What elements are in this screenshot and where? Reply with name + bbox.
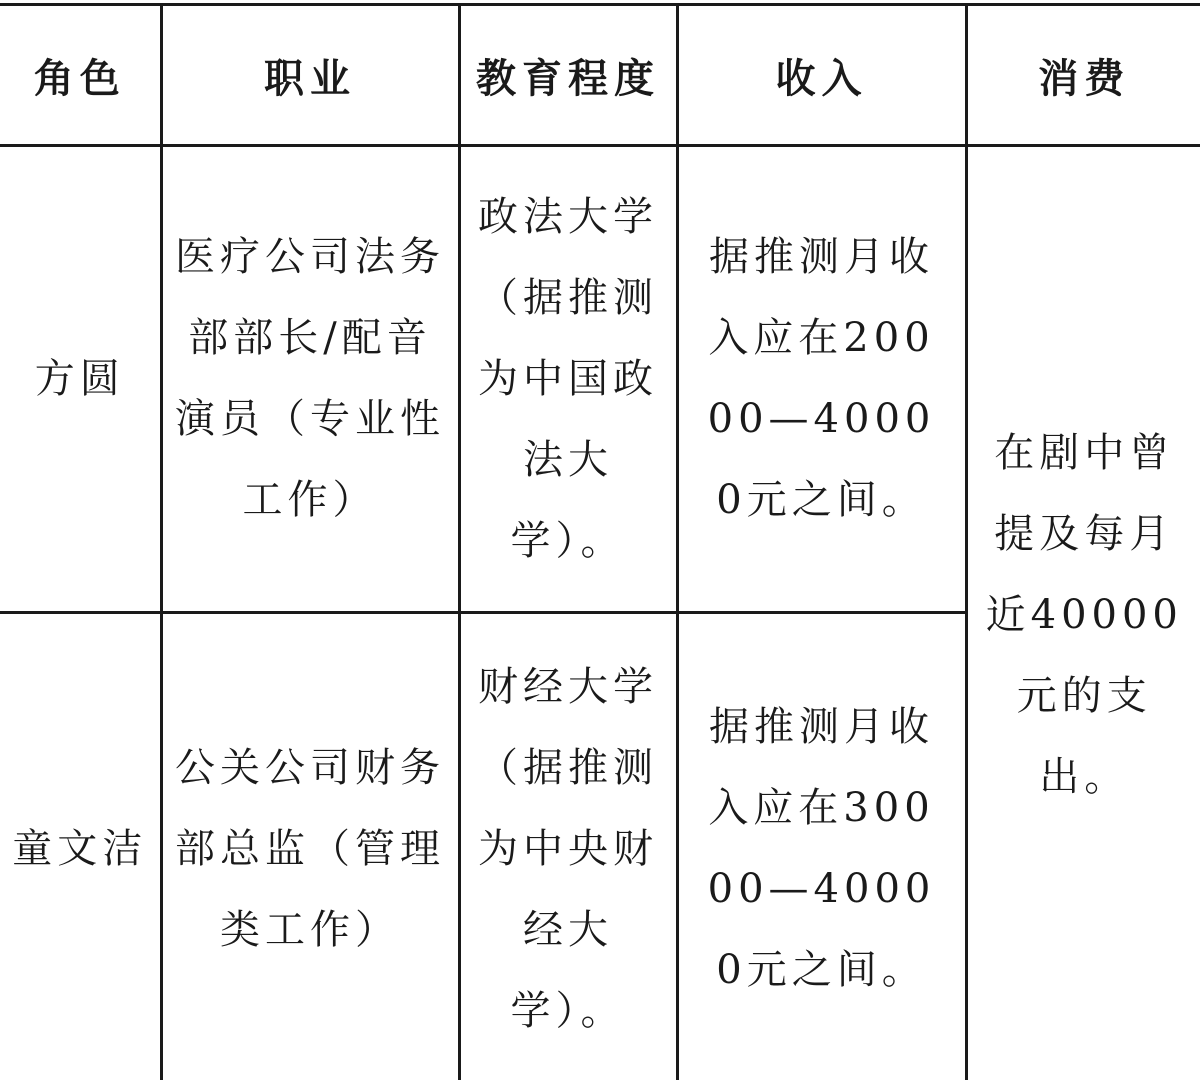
cell-education [459,146,677,613]
income-text: 据推测月收入应在20000—40000元之间。 [707,234,936,523]
income-text: 据推测月收入应在30000—40000元之间。 [707,704,936,993]
cell-education [459,613,677,1080]
header-row [0,5,1200,146]
header-expense: 消费 [966,5,1200,146]
cell-expense-shared [966,146,1200,1080]
header-role: 角色 [0,5,161,146]
character-comparison-table [0,3,1200,1080]
education-text: 政法大学（据推测为中国政法大学）。 [478,193,658,564]
cell-occupation [161,146,459,613]
cell-income [677,613,966,1080]
cell-occupation [161,613,459,1080]
cell-role [0,146,161,613]
header-education: 教育程度 [459,5,677,146]
header-occupation: 职业 [161,5,459,146]
occupation-text: 医疗公司法务部部长/配音演员（专业性工作） [175,234,445,523]
header-income: 收入 [677,5,966,146]
occupation-text: 公关公司财务部总监（管理类工作） [175,744,445,953]
cell-role [0,613,161,1080]
cell-income [677,146,966,613]
expense-text: 在剧中曾提及每月近40000元的支出。 [985,430,1183,800]
role-text: 方圆 [34,355,125,402]
role-text: 童文洁 [12,825,148,872]
table-row [0,146,1200,613]
education-text: 财经大学（据推测为中央财经大学）。 [478,663,658,1034]
